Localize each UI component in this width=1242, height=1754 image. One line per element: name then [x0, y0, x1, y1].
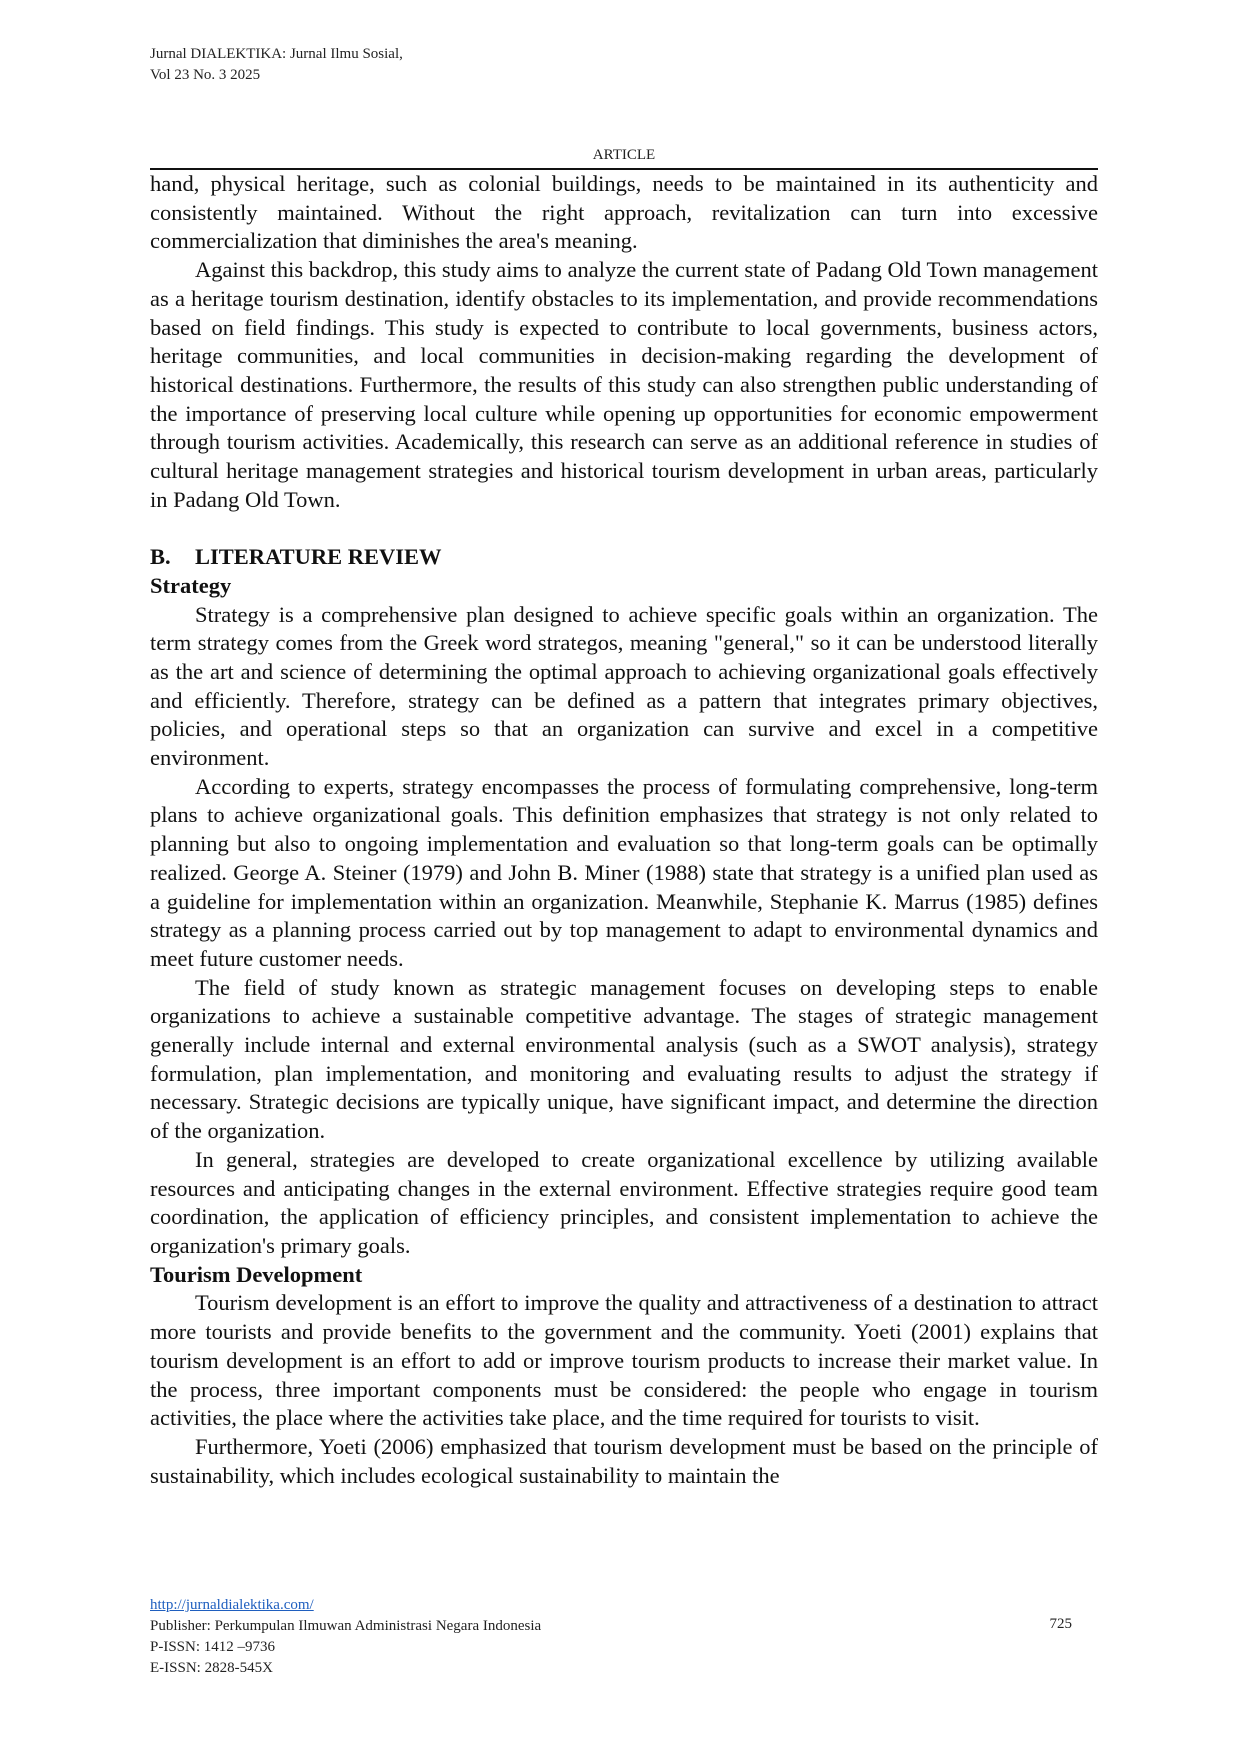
journal-volume: Vol 23 No. 3 2025 [150, 67, 261, 83]
running-head [150, 44, 403, 86]
paragraph: In general, strategies are developed to create organizational excellence by utilizing available resources and anticipating changes in the external environment. Effective strategies require good team coordination, the application of efficiency principles, and consistent implementation to achieve the organization's primary goals. [150, 1146, 1098, 1258]
paragraph: hand, physical heritage, such as colonial buildings, needs to be maintained in its authenticity and consistently maintained. Without the right approach, revitalization can turn into excessive commercialization that diminishes the area's meaning. [150, 171, 1098, 254]
p-issn: P-ISSN: 1412 –9736 [150, 1639, 276, 1655]
paragraph: Strategy is a comprehensive plan designed to achieve specific goals within an organization. The term strategy comes from the Greek word strategos, meaning "general," so it can be understood literally as the art and science of determining the optimal approach to achieving organizational goals effectively and efficiently. Therefore, strategy can be defined as a pattern that integrates primary objectives, policies, and operational steps so that an organization can survive and excel in a competitive environment. [150, 601, 1098, 771]
paragraph: According to experts, strategy encompasses the process of formulating comprehensive, long-term plans to achieve organizational goals. This definition emphasizes that strategy is not only related to planning but also to ongoing implementation and evaluation so that long-term goals can be optimally realized. George A. Steiner (1979) and John B. Miner (1988) state that strategy is a unified plan used as a guideline for implementation within an organization. Meanwhile, Stephanie K. Marrus (1985) defines strategy as a planning process carried out by top management to adapt to environmental dynamics and meet future customer needs. [150, 773, 1098, 971]
paragraph: Against this backdrop, this study aims to analyze the current state of Padang Old Town management as a heritage tourism destination, identify obstacles to its implementation, and provide recommendations based on field findings. This study is expected to contribute to local governments, business actors, heritage communities, and local communities in decision-making regarding the development of historical destinations. Furthermore, the results of this study can also strengthen public understanding of the importance of preserving local culture while opening up opportunities for economic empowerment through tourism activities. Academically, this research can serve as an additional reference in studies of cultural heritage management strategies and historical tourism development in urban areas, particularly in Padang Old Town. [150, 257, 1098, 512]
journal-url-link[interactable]: http://jurnaldialektika.com/ [150, 1597, 314, 1613]
subheading-strategy: Strategy [150, 572, 232, 598]
page-number: 725 [1049, 1616, 1072, 1632]
paragraph: Tourism development is an effort to improve the quality and attractiveness of a destination to attract more tourists and provide benefits to the government and the community. Yoeti (2001) explains that tourism development is an effort to add or improve tourism products to increase their market value. In the process, three important components must be considered: the people who engage in tourism activities, the place where the activities take place, and the time required for tourists to visit. [150, 1290, 1098, 1431]
journal-title: Jurnal DIALEKTIKA: Jurnal Ilmu Sosial, [150, 46, 403, 62]
section-heading [150, 543, 1098, 572]
page-footer [150, 1595, 1098, 1679]
section-number: B. [150, 544, 171, 570]
paragraph: Furthermore, Yoeti (2006) emphasized that tourism development must be based on the principle of sustainability, which includes ecological sustainability to maintain the [150, 1433, 1098, 1488]
e-issn: E-ISSN: 2828-545X [150, 1660, 273, 1676]
section-title: LITERATURE REVIEW [195, 544, 442, 570]
publisher: Publisher: Perkumpulan Ilmuwan Administrasi Negara Indonesia [150, 1618, 542, 1634]
article-body [150, 170, 1098, 1490]
subheading-tourism-development: Tourism Development [150, 1261, 363, 1287]
paragraph: The field of study known as strategic management focuses on developing steps to enable organizations to achieve a sustainable competitive advantage. The stages of strategic management generally include internal and external environmental analysis (such as a SWOT analysis), strategy formulation, plan implementation, and monitoring and evaluating results to adjust the strategy if necessary. Strategic decisions are typically unique, have significant impact, and determine the direction of the organization. [150, 974, 1098, 1144]
article-label: ARTICLE [592, 147, 656, 163]
